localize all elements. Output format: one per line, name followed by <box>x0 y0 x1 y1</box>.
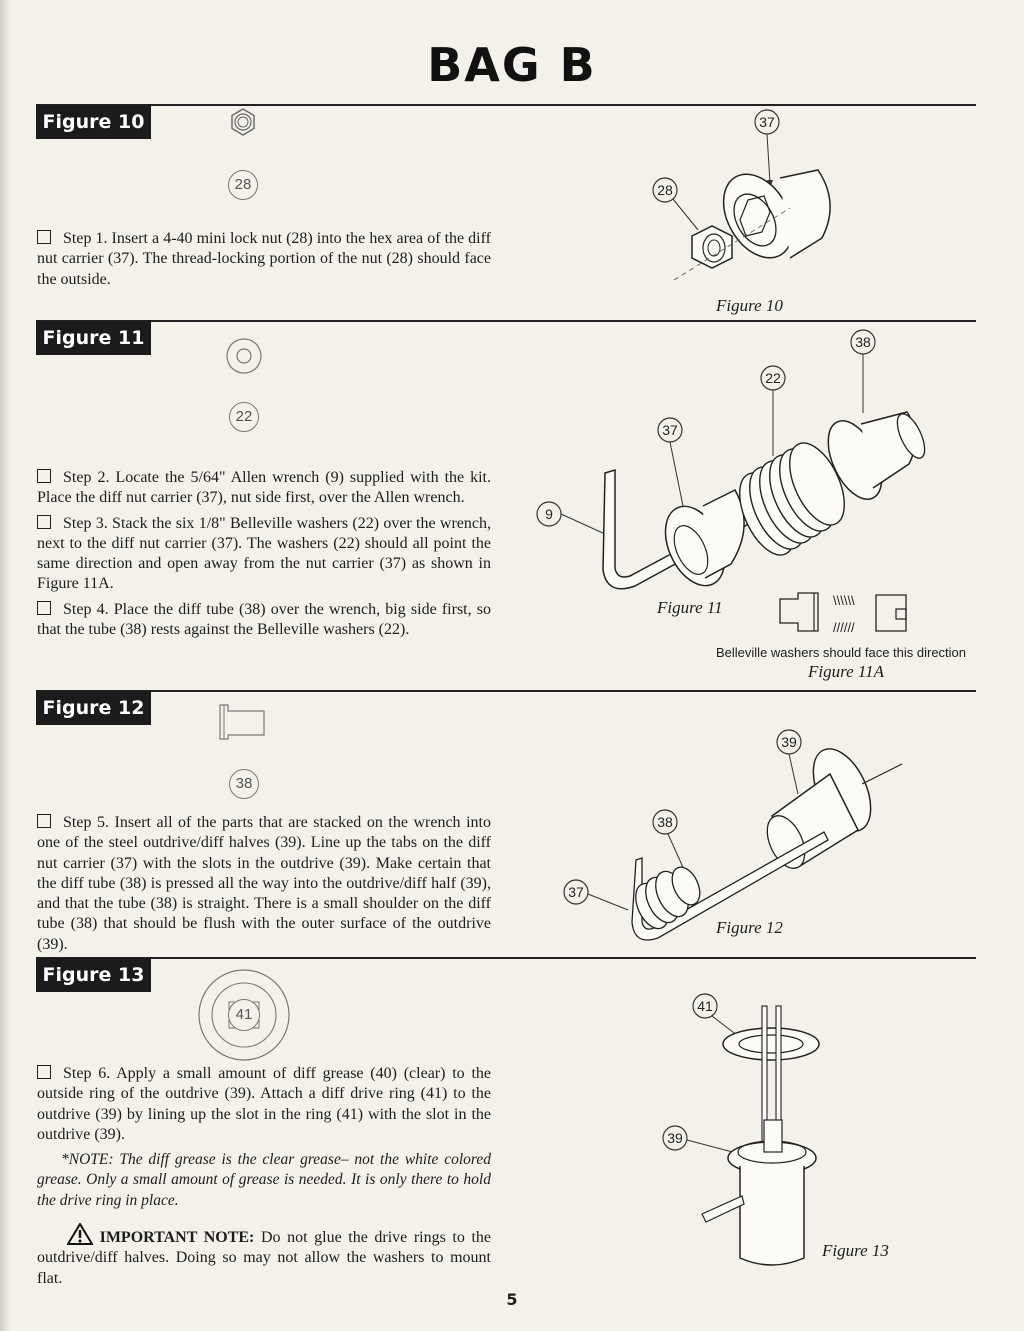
step-text <box>37 229 491 295</box>
section-divider <box>36 320 976 322</box>
part-number-badge: 28 <box>228 170 258 200</box>
step-text <box>37 1064 491 1294</box>
warning-icon <box>67 1223 93 1245</box>
figure-13-illustration <box>660 988 840 1278</box>
figure-11a-note: Belleville washers should face this direction <box>716 645 967 660</box>
callout-label: 37 <box>759 114 775 130</box>
page-edge-shadow <box>0 0 10 1331</box>
step-4-text: Step 4. Place the diff tube (38) over the wrench, big side first, so that the tube (38) rests against the Belleville washers (22). <box>37 600 491 639</box>
figure-tag: Figure 12 <box>36 691 151 725</box>
callout-label: 37 <box>568 884 584 900</box>
step-1-text: Step 1. Insert a 4-40 mini lock nut (28) into the hex area of the diff nut carrier (37). The thread-locking portion of the nut (28) should face the outside. <box>37 230 491 288</box>
checkbox-icon[interactable] <box>37 515 51 529</box>
callout-label: 38 <box>657 814 673 830</box>
part-number-badge: 22 <box>229 402 259 432</box>
figure-tag: Figure 13 <box>36 958 151 992</box>
step-5-text: Step 5. Insert all of the parts that are stacked on the wrench into one of the steel outdrive/diff halves (39). Line up the tabs on the diff nut carrier (37) with the slots in the outdrive (39). Make certain that the diff tube (38) is pressed all the way into the outdrive/diff half (39), and that the tube (38) is straight. There is a small shoulder on the diff tube (38) that should be flush with the outer surface of the outdrive (39). <box>37 814 491 953</box>
callout-label: 9 <box>545 506 553 522</box>
figure-caption: Figure 10 <box>716 296 783 315</box>
step-2-text: Step 2. Locate the 5/64" Allen wrench (9) supplied with the kit. Place the diff nut carrier (37), nut side first, over the Allen wrench. <box>37 469 491 507</box>
belleville-direction-icon <box>776 587 911 635</box>
diff-tube-icon <box>218 703 268 741</box>
callout-label: 22 <box>765 370 781 386</box>
figure-12-illustration <box>562 726 912 946</box>
step-6-text: Step 6. Apply a small amount of diff grease (40) (clear) to the outside ring of the outdrive (39). Attach a diff drive ring (41) to the outdrive (39) by lining up the slot in the ring (41) with the slot in the outdrive (39). <box>37 1065 491 1143</box>
step-text <box>37 813 491 960</box>
figure-tag: Figure 11 <box>36 321 151 355</box>
step-3-text: Step 3. Stack the six 1/8" Belleville washers (22) over the wrench, next to the diff nut carrier (37). The washers (22) should all point the same direction and open away from the nut carrier (37) as shown in Figure 11A. <box>37 514 491 593</box>
figure-caption: Figure 13 <box>822 1241 889 1260</box>
important-note-text: Do not glue the drive rings to the outdrive/diff halves. Doing so may not allow the washers to mount flat. <box>37 1229 492 1287</box>
figure-caption: Figure 11 <box>657 598 723 617</box>
checkbox-icon[interactable] <box>37 814 51 828</box>
svg-text://////: ////// <box>833 620 855 635</box>
part-number-badge: 38 <box>229 769 259 799</box>
important-note-title: IMPORTANT NOTE: <box>99 1229 255 1247</box>
page-number: 5 <box>506 1290 518 1309</box>
svg-text:\\\\\\: \\\\\\ <box>833 593 855 608</box>
checkbox-icon[interactable] <box>37 601 51 615</box>
callout-label: 28 <box>657 182 673 198</box>
lock-nut-icon <box>228 107 258 137</box>
checkbox-icon[interactable] <box>37 469 51 483</box>
callout-label: 41 <box>697 998 713 1014</box>
callout-label: 39 <box>667 1130 683 1146</box>
grease-note: *NOTE: The diff grease is the clear grease– not the white colored grease. Only a small amount of grease is needed. It is only there to hold the drive ring in place. <box>37 1151 491 1209</box>
figure-caption: Figure 12 <box>716 918 783 937</box>
figure-11-illustration <box>535 328 935 628</box>
callout-label: 37 <box>662 422 678 438</box>
section-divider <box>36 104 976 106</box>
figure-caption: Figure 11A <box>808 662 885 681</box>
part-number-badge: 41 <box>228 999 260 1031</box>
washer-icon <box>224 336 264 376</box>
checkbox-icon[interactable] <box>37 1065 51 1079</box>
callout-label: 38 <box>855 334 871 350</box>
section-divider <box>36 690 976 692</box>
callout-label: 39 <box>781 734 797 750</box>
section-divider <box>36 957 976 959</box>
step-text <box>37 468 491 645</box>
page-title: BAG B <box>427 38 597 92</box>
checkbox-icon[interactable] <box>37 230 51 244</box>
figure-10-illustration <box>640 108 850 293</box>
figure-tag: Figure 10 <box>36 105 151 139</box>
